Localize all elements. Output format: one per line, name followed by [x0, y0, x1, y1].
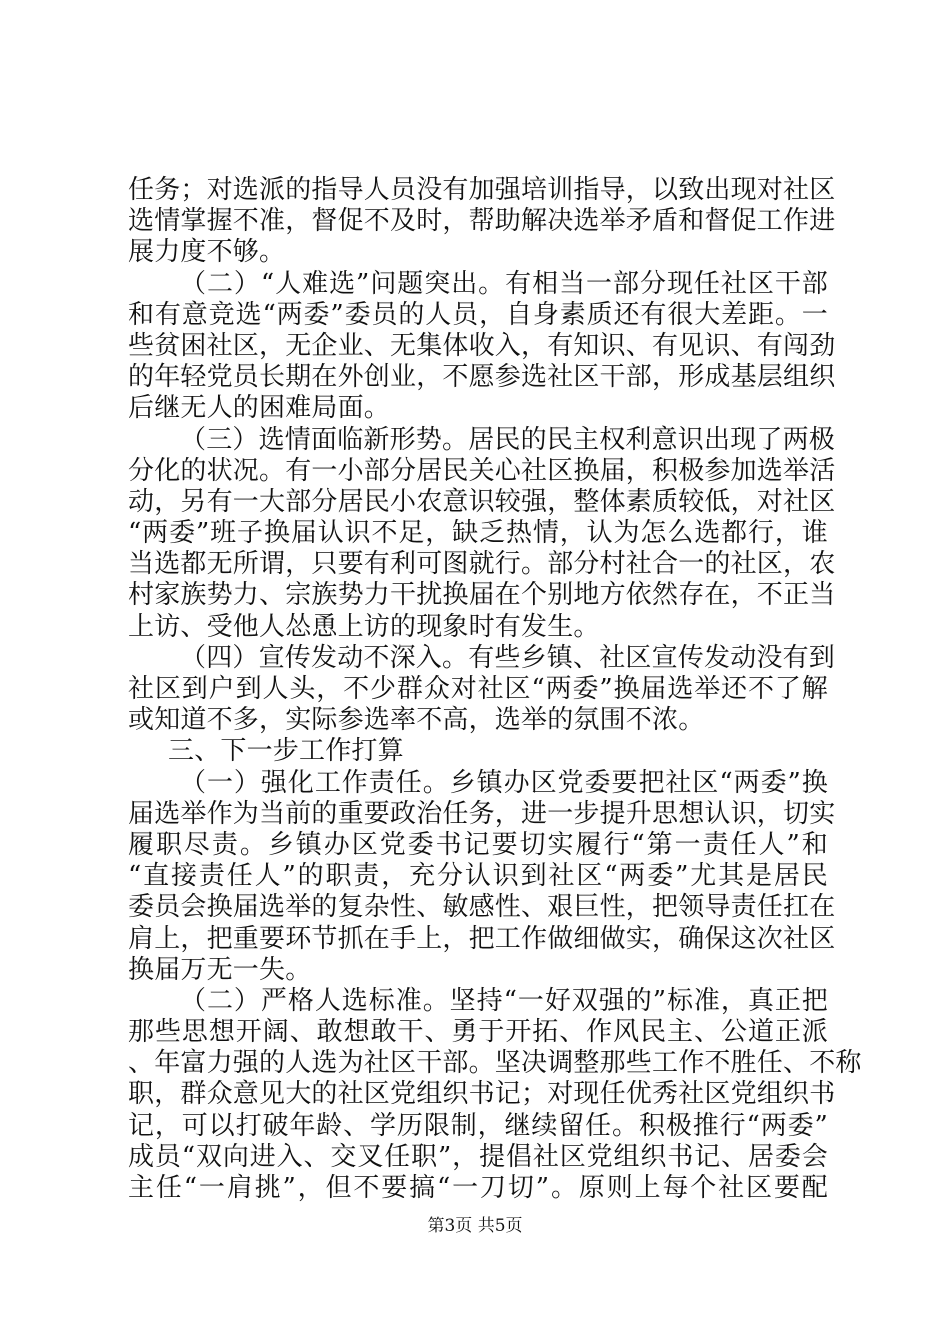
text-line: 选情掌握不准，督促不及时，帮助解决选举矛盾和督促工作进	[128, 206, 836, 236]
text-line: 届选举作为当前的重要政治任务，进一步提升思想认识，切实	[128, 799, 836, 829]
text-line: （二）严格人选标准。坚持“一好双强的”标准，真正把	[180, 986, 828, 1016]
text-line: （一）强化工作责任。乡镇办区党委要把社区“两委”换	[180, 768, 828, 798]
text-line: 、年富力强的人选为社区干部。坚决调整那些工作不胜任、不称	[128, 1048, 862, 1078]
text-line: “直接责任人”的职责，充分认识到社区“两委”尤其是居民	[128, 861, 828, 891]
text-line: 肩上，把重要环节抓在手上，把工作做细做实，确保这次社区	[128, 924, 836, 954]
text-line: 换届万无一失。	[128, 955, 312, 985]
text-line: 记，可以打破年龄、学历限制，继续留任。积极推行“两委”	[128, 1111, 828, 1141]
text-line: 分化的状况。有一小部分居民关心社区换届，积极参加选举活	[128, 456, 836, 486]
text-line: 上访、受他人怂恿上访的现象时有发生。	[128, 612, 600, 642]
text-line: 履职尽责。乡镇办区党委书记要切实履行“第一责任人”和	[128, 830, 828, 860]
text-line: 职，群众意见大的社区党组织书记；对现任优秀社区党组织书	[128, 1079, 836, 1109]
text-line: 展力度不够。	[128, 237, 286, 267]
text-line: 或知道不多，实际参选率不高，选举的氛围不浓。	[128, 705, 705, 735]
text-line: （四）宣传发动不深入。有些乡镇、社区宣传发动没有到	[180, 643, 836, 673]
text-line: 当选都无所谓，只要有利可图就行。部分村社合一的社区，农	[128, 549, 836, 579]
text-line: （二）“人难选”问题突出。有相当一部分现任社区干部	[180, 269, 828, 299]
text-line: 成员“双向进入、交叉任职”，提倡社区党组织书记、居委会	[128, 1142, 828, 1172]
text-line: 任务；对选派的指导人员没有加强培训指导，以致出现对社区	[128, 175, 836, 205]
text-line: 村家族势力、宗族势力干扰换届在个别地方依然存在，不正当	[128, 580, 836, 610]
text-line: 主任“一肩挑”，但不要搞“一刀切”。原则上每个社区要配	[128, 1173, 828, 1203]
text-line: 三、下一步工作打算	[168, 736, 404, 766]
text-line: 社区到户到人头，不少群众对社区“两委”换届选举还不了解	[128, 674, 828, 704]
text-line: 后继无人的困难局面。	[128, 393, 391, 423]
text-line: 动，另有一大部分居民小农意识较强，整体素质较低，对社区	[128, 487, 836, 517]
page-footer: 第3页 共5页	[427, 1216, 523, 1236]
text-line: 的年轻党员长期在外创业，不愿参选社区干部，形成基层组织	[128, 362, 836, 392]
text-line: “两委”班子换届认识不足，缺乏热情，认为怎么选都行，谁	[128, 518, 828, 548]
text-line: 那些思想开阔、敢想敢干、勇于开拓、作风民主、公道正派	[128, 1017, 828, 1047]
text-line: 委员会换届选举的复杂性、敏感性、艰巨性，把领导责任扛在	[128, 892, 836, 922]
text-line: （三）选情面临新形势。居民的民主权利意识出现了两极	[180, 425, 836, 455]
text-line: 些贫困社区，无企业、无集体收入，有知识、有见识、有闯劲	[128, 331, 836, 361]
text-line: 和有意竞选“两委”委员的人员，自身素质还有很大差距。一	[128, 300, 828, 330]
